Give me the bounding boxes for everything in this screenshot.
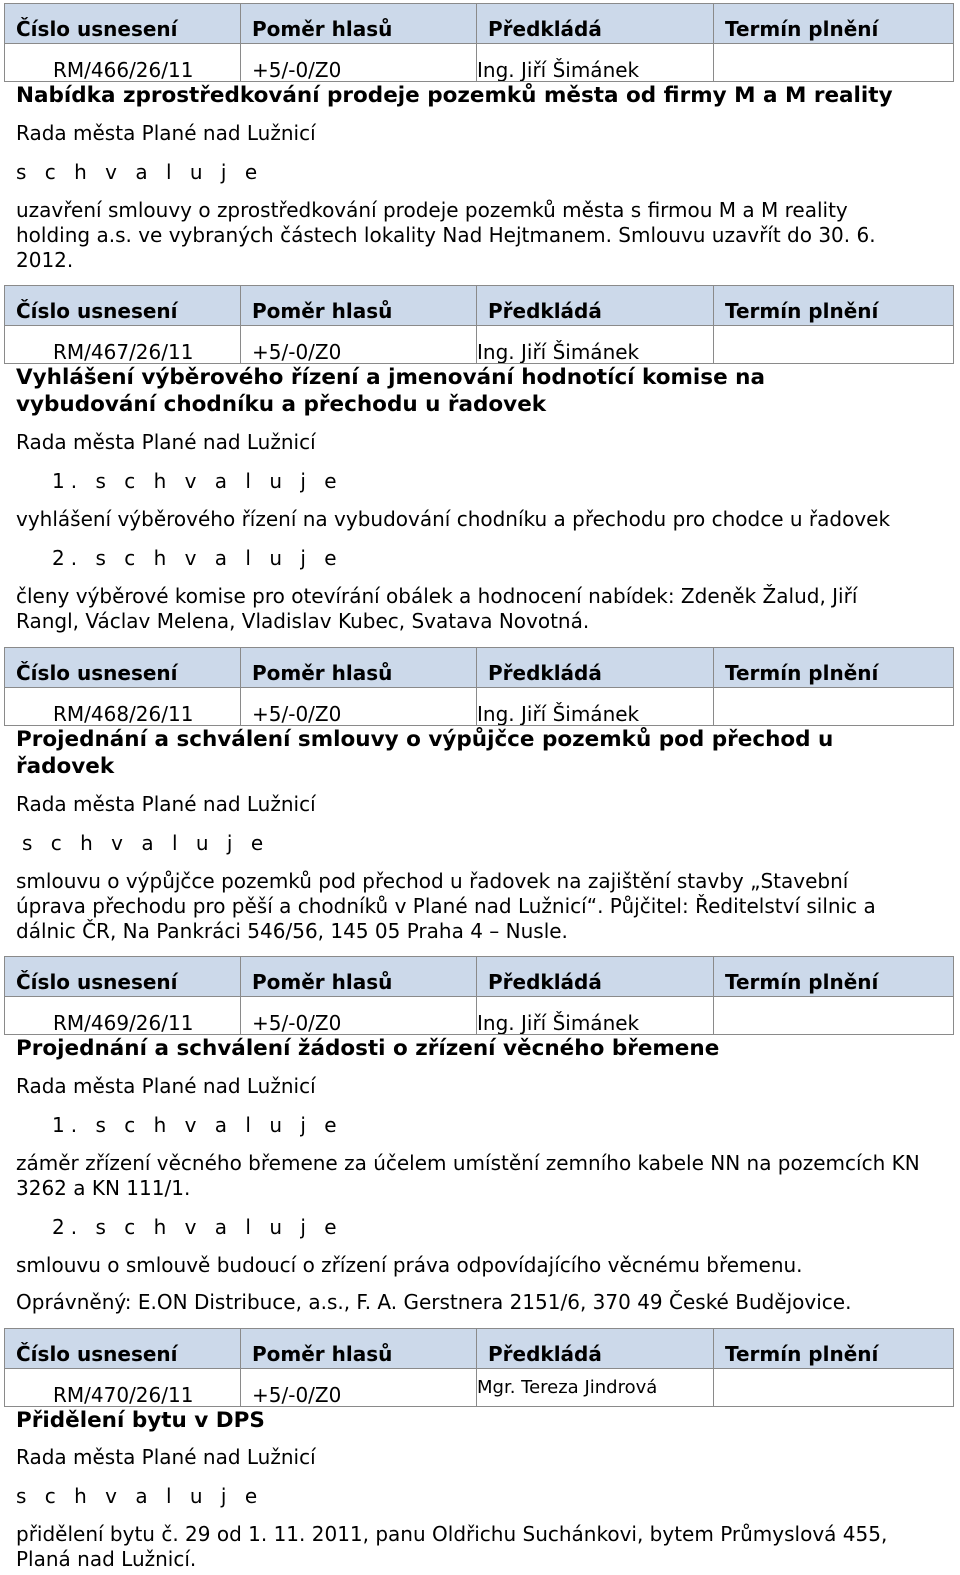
resolution-text: smlouvu o výpůjčce pozemků pod přechod u řadovek na zajištění stavby „Stavební bbox=[16, 869, 849, 893]
approves-label: 1. s c h v a l u j e bbox=[52, 469, 343, 493]
resolution-number: RM/467/26/11 bbox=[5, 326, 241, 364]
resolution-text: 2012. bbox=[16, 248, 74, 272]
header-cislo: Číslo usnesení bbox=[5, 648, 241, 688]
approves-label: s c h v a l u j e bbox=[16, 160, 264, 184]
resolution-title: vybudování chodníku a přechodu u řadovek bbox=[16, 392, 547, 417]
resolution-text: uzavření smlouvy o zprostředkování prodeje pozemků města s firmou M a M reality bbox=[16, 198, 848, 222]
resolution-text: holding a.s. ve vybraných částech lokality Nad Hejtmanem. Smlouvu uzavřít do 30. 6. bbox=[16, 223, 876, 247]
header-termin: Termín plnění bbox=[714, 286, 954, 326]
resolution-text: Rangl, Václav Melena, Vladislav Kubec, Svatava Novotná. bbox=[16, 609, 590, 633]
header-pomer: Poměr hlasů bbox=[241, 286, 477, 326]
resolution-text: 3262 a KN 111/1. bbox=[16, 1176, 191, 1200]
resolution-deadline bbox=[714, 326, 954, 364]
resolution-votes: +5/-0/Z0 bbox=[241, 688, 477, 726]
resolution-title: Projednání a schválení žádosti o zřízení věcného břemene bbox=[16, 1036, 720, 1061]
header-predklada: Předkládá bbox=[477, 648, 714, 688]
table-row bbox=[5, 997, 954, 1035]
resolution-text: úprava přechodu pro pěší a chodníků v Plané nad Lužnicí“. Půjčitel: Ředitelství silnic a bbox=[16, 894, 876, 918]
resolution-title: Projednání a schválení smlouvy o výpůjčce pozemků pod přechod u bbox=[16, 727, 834, 752]
resolution-number: RM/466/26/11 bbox=[5, 44, 241, 82]
resolution-title: řadovek bbox=[16, 754, 115, 779]
resolution-votes: +5/-0/Z0 bbox=[241, 44, 477, 82]
resolution-number: RM/470/26/11 bbox=[5, 1369, 241, 1407]
resolution-number: RM/469/26/11 bbox=[5, 997, 241, 1035]
council-label: Rada města Plané nad Lužnicí bbox=[16, 121, 316, 145]
header-pomer: Poměr hlasů bbox=[241, 4, 477, 44]
resolution-submitter: Ing. Jiří Šimánek bbox=[477, 688, 714, 726]
council-label: Rada města Plané nad Lužnicí bbox=[16, 1074, 316, 1098]
resolution-submitter: Ing. Jiří Šimánek bbox=[477, 997, 714, 1035]
table-header-row bbox=[5, 286, 954, 326]
resolution-submitter: Ing. Jiří Šimánek bbox=[477, 44, 714, 82]
resolution-deadline bbox=[714, 997, 954, 1035]
resolution-text: Oprávněný: E.ON Distribuce, a.s., F. A. Gerstnera 2151/6, 370 49 České Budějovice. bbox=[16, 1290, 852, 1314]
header-pomer: Poměr hlasů bbox=[241, 957, 477, 997]
table-header-row bbox=[5, 648, 954, 688]
table-header-row bbox=[5, 4, 954, 44]
resolution-table-470 bbox=[4, 1328, 954, 1407]
council-label: Rada města Plané nad Lužnicí bbox=[16, 1445, 316, 1469]
approves-label: 2. s c h v a l u j e bbox=[52, 1215, 343, 1239]
approves-label: 2. s c h v a l u j e bbox=[52, 546, 343, 570]
resolution-table-466 bbox=[4, 3, 954, 82]
resolution-number: RM/468/26/11 bbox=[5, 688, 241, 726]
header-pomer: Poměr hlasů bbox=[241, 1329, 477, 1369]
approves-label: s c h v a l u j e bbox=[22, 831, 270, 855]
resolution-votes: +5/-0/Z0 bbox=[241, 1369, 477, 1407]
resolution-title: Vyhlášení výběrového řízení a jmenování hodnotící komise na bbox=[16, 365, 765, 390]
resolution-text: Planá nad Lužnicí. bbox=[16, 1547, 197, 1571]
header-termin: Termín plnění bbox=[714, 1329, 954, 1369]
header-termin: Termín plnění bbox=[714, 4, 954, 44]
header-cislo: Číslo usnesení bbox=[5, 1329, 241, 1369]
resolution-votes: +5/-0/Z0 bbox=[241, 997, 477, 1035]
council-label: Rada města Plané nad Lužnicí bbox=[16, 792, 316, 816]
header-cislo: Číslo usnesení bbox=[5, 286, 241, 326]
resolution-deadline bbox=[714, 44, 954, 82]
header-predklada: Předkládá bbox=[477, 1329, 714, 1369]
resolution-text: vyhlášení výběrového řízení na vybudování chodníku a přechodu pro chodce u řadovek bbox=[16, 507, 891, 531]
resolution-text: dálnic ČR, Na Pankráci 546/56, 145 05 Praha 4 – Nusle. bbox=[16, 919, 568, 943]
resolution-submitter: Ing. Jiří Šimánek bbox=[477, 326, 714, 364]
resolution-title: Nabídka zprostředkování prodeje pozemků města od firmy M a M reality bbox=[16, 83, 893, 108]
resolution-text: záměr zřízení věcného břemene za účelem umístění zemního kabele NN na pozemcích KN bbox=[16, 1151, 920, 1175]
resolution-table-468 bbox=[4, 647, 954, 726]
resolution-title: Přidělení bytu v DPS bbox=[16, 1408, 265, 1433]
header-predklada: Předkládá bbox=[477, 4, 714, 44]
resolution-submitter: Mgr. Tereza Jindrová bbox=[477, 1369, 714, 1407]
resolution-table-469 bbox=[4, 956, 954, 1035]
header-predklada: Předkládá bbox=[477, 957, 714, 997]
table-row bbox=[5, 688, 954, 726]
council-label: Rada města Plané nad Lužnicí bbox=[16, 430, 316, 454]
table-row bbox=[5, 326, 954, 364]
resolution-deadline bbox=[714, 1369, 954, 1407]
resolution-votes: +5/-0/Z0 bbox=[241, 326, 477, 364]
table-row bbox=[5, 1369, 954, 1407]
table-header-row bbox=[5, 1329, 954, 1369]
resolution-text: členy výběrové komise pro otevírání obálek a hodnocení nabídek: Zdeněk Žalud, Jiří bbox=[16, 584, 858, 608]
resolution-text: přidělení bytu č. 29 od 1. 11. 2011, panu Oldřichu Suchánkovi, bytem Průmyslová 455, bbox=[16, 1522, 888, 1546]
header-termin: Termín plnění bbox=[714, 957, 954, 997]
approves-label: 1. s c h v a l u j e bbox=[52, 1113, 343, 1137]
header-cislo: Číslo usnesení bbox=[5, 4, 241, 44]
header-pomer: Poměr hlasů bbox=[241, 648, 477, 688]
table-header-row bbox=[5, 957, 954, 997]
header-predklada: Předkládá bbox=[477, 286, 714, 326]
resolution-text: smlouvu o smlouvě budoucí o zřízení práva odpovídajícího věcnému břemenu. bbox=[16, 1253, 803, 1277]
table-row bbox=[5, 44, 954, 82]
resolution-table-467 bbox=[4, 285, 954, 364]
header-cislo: Číslo usnesení bbox=[5, 957, 241, 997]
resolution-deadline bbox=[714, 688, 954, 726]
header-termin: Termín plnění bbox=[714, 648, 954, 688]
approves-label: s c h v a l u j e bbox=[16, 1484, 264, 1508]
